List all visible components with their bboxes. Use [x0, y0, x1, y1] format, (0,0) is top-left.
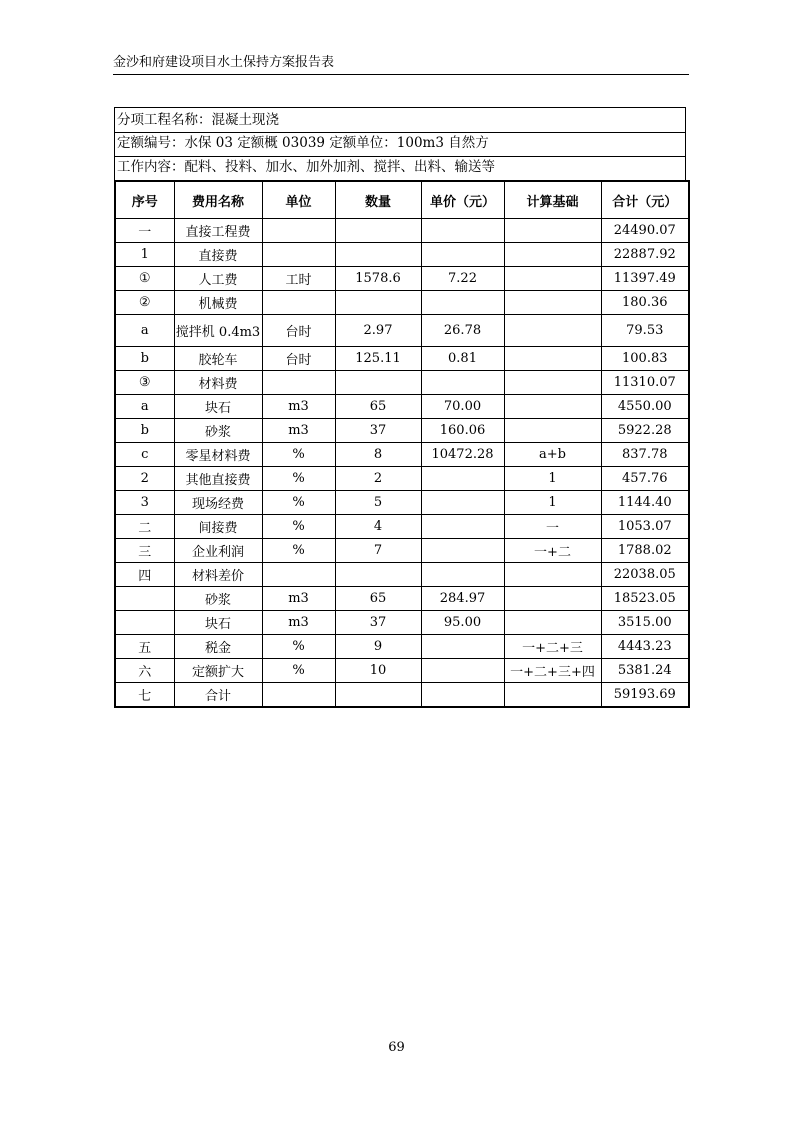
cell-index: a [115, 315, 174, 347]
cell-basis [504, 419, 601, 443]
cell-index: c [115, 443, 174, 467]
table-row [115, 219, 689, 243]
cell-item: 企业利润 [174, 539, 262, 563]
cell-basis [504, 315, 601, 347]
cell-index: 一 [115, 219, 174, 243]
cell-basis [504, 683, 601, 708]
cell-quantity [335, 563, 421, 587]
cell-index: 七 [115, 683, 174, 708]
cell-quantity [335, 291, 421, 315]
cost-table [114, 180, 690, 708]
cell-item: 胶轮车 [174, 347, 262, 371]
cell-total: 100.83 [601, 347, 689, 371]
cell-unit-price [421, 659, 504, 683]
cell-quantity: 4 [335, 515, 421, 539]
cell-basis [504, 611, 601, 635]
cell-item: 材料费 [174, 371, 262, 395]
cell-quantity: 37 [335, 419, 421, 443]
cell-unit-price: 70.00 [421, 395, 504, 419]
cell-unit-price [421, 515, 504, 539]
cell-unit-price [421, 467, 504, 491]
table-row [115, 515, 689, 539]
table-row [115, 563, 689, 587]
cell-quantity [335, 243, 421, 267]
cell-index: a [115, 395, 174, 419]
cell-item: 现场经费 [174, 491, 262, 515]
col-header-quantity: 数量 [335, 181, 421, 219]
page-number: 69 [388, 1040, 405, 1055]
project-name-row: 分项工程名称：混凝土现浇 [114, 107, 686, 133]
cell-basis: a+b [504, 443, 601, 467]
cell-unit: 台时 [262, 315, 335, 347]
cell-item: 定额扩大 [174, 659, 262, 683]
cell-basis [504, 219, 601, 243]
cell-quantity: 37 [335, 611, 421, 635]
cell-item: 其他直接费 [174, 467, 262, 491]
cell-unit-price: 7.22 [421, 267, 504, 291]
cell-item: 搅拌机 0.4m3 [174, 315, 262, 347]
cell-item: 直接费 [174, 243, 262, 267]
cell-total: 22038.05 [601, 563, 689, 587]
cell-item: 人工费 [174, 267, 262, 291]
table-row [115, 611, 689, 635]
cell-unit-price [421, 219, 504, 243]
cell-basis [504, 563, 601, 587]
work-content-row: 工作内容：配料、投料、加水、加外加剂、搅拌、出料、输送等 [114, 156, 686, 181]
table-row [115, 315, 689, 347]
cell-quantity: 2.97 [335, 315, 421, 347]
table-row [115, 371, 689, 395]
cell-quantity [335, 683, 421, 708]
table-row [115, 243, 689, 267]
col-header-index: 序号 [115, 181, 174, 219]
cell-unit [262, 563, 335, 587]
cell-index: b [115, 347, 174, 371]
cell-quantity: 10 [335, 659, 421, 683]
cell-unit [262, 683, 335, 708]
cell-unit [262, 371, 335, 395]
cell-unit: m3 [262, 587, 335, 611]
cell-item: 砂浆 [174, 419, 262, 443]
table-row [115, 347, 689, 371]
cell-quantity: 7 [335, 539, 421, 563]
cell-basis: 1 [504, 491, 601, 515]
cell-unit: m3 [262, 395, 335, 419]
cell-index: 三 [115, 539, 174, 563]
table-row [115, 467, 689, 491]
cell-index: 二 [115, 515, 174, 539]
table-row [115, 659, 689, 683]
col-header-unit-price: 单价（元） [421, 181, 504, 219]
cell-item: 直接工程费 [174, 219, 262, 243]
cell-unit-price [421, 683, 504, 708]
cell-unit-price [421, 371, 504, 395]
cell-unit: % [262, 635, 335, 659]
table-row [115, 635, 689, 659]
cell-unit: m3 [262, 419, 335, 443]
cell-total: 837.78 [601, 443, 689, 467]
col-header-basis: 计算基础 [504, 181, 601, 219]
cell-quantity: 125.11 [335, 347, 421, 371]
cell-quantity: 65 [335, 395, 421, 419]
cell-unit [262, 291, 335, 315]
cell-unit: % [262, 467, 335, 491]
cell-index [115, 587, 174, 611]
cell-unit-price [421, 243, 504, 267]
cell-total: 59193.69 [601, 683, 689, 708]
table-row [115, 683, 689, 708]
cell-basis [504, 395, 601, 419]
cell-index [115, 611, 174, 635]
cell-unit-price: 10472.28 [421, 443, 504, 467]
cell-basis [504, 243, 601, 267]
cell-index: ③ [115, 371, 174, 395]
cell-total: 79.53 [601, 315, 689, 347]
cell-quantity: 65 [335, 587, 421, 611]
table-header-row [115, 181, 689, 219]
cell-total: 1053.07 [601, 515, 689, 539]
cell-index: ① [115, 267, 174, 291]
cell-basis [504, 371, 601, 395]
cell-item: 砂浆 [174, 587, 262, 611]
cell-index: 四 [115, 563, 174, 587]
cell-total: 4443.23 [601, 635, 689, 659]
cell-unit-price: 284.97 [421, 587, 504, 611]
cell-unit-price [421, 291, 504, 315]
cell-index: ② [115, 291, 174, 315]
cell-total: 1788.02 [601, 539, 689, 563]
cell-basis [504, 267, 601, 291]
cell-unit: % [262, 515, 335, 539]
table-row [115, 267, 689, 291]
cell-index: 六 [115, 659, 174, 683]
cell-total: 18523.05 [601, 587, 689, 611]
table-row [115, 419, 689, 443]
cell-total: 1144.40 [601, 491, 689, 515]
cell-total: 5922.28 [601, 419, 689, 443]
cell-item: 零星材料费 [174, 443, 262, 467]
cell-quantity: 2 [335, 467, 421, 491]
cell-unit-price: 26.78 [421, 315, 504, 347]
cell-item: 机械费 [174, 291, 262, 315]
cell-item: 材料差价 [174, 563, 262, 587]
cell-unit-price [421, 635, 504, 659]
col-header-total: 合计（元） [601, 181, 689, 219]
document-header: 金沙和府建设项目水土保持方案报告表 [113, 54, 689, 75]
cell-quantity: 8 [335, 443, 421, 467]
cell-total: 11397.49 [601, 267, 689, 291]
cell-index: 2 [115, 467, 174, 491]
cell-quantity: 9 [335, 635, 421, 659]
table-row [115, 395, 689, 419]
cell-unit-price [421, 563, 504, 587]
cell-basis: 一+二 [504, 539, 601, 563]
table-row [115, 291, 689, 315]
cell-unit-price: 95.00 [421, 611, 504, 635]
cell-total: 22887.92 [601, 243, 689, 267]
cell-unit: 台时 [262, 347, 335, 371]
cell-unit: % [262, 443, 335, 467]
cell-index: 五 [115, 635, 174, 659]
cell-unit: % [262, 659, 335, 683]
cell-unit-price: 0.81 [421, 347, 504, 371]
cell-unit [262, 243, 335, 267]
cell-quantity: 1578.6 [335, 267, 421, 291]
cell-index: b [115, 419, 174, 443]
cell-item: 合计 [174, 683, 262, 708]
cell-unit: % [262, 491, 335, 515]
cell-total: 4550.00 [601, 395, 689, 419]
table-row [115, 491, 689, 515]
cell-total: 3515.00 [601, 611, 689, 635]
cell-unit [262, 219, 335, 243]
col-header-item: 费用名称 [174, 181, 262, 219]
cell-unit-price: 160.06 [421, 419, 504, 443]
cell-basis [504, 347, 601, 371]
cell-unit: % [262, 539, 335, 563]
col-header-unit: 单位 [262, 181, 335, 219]
cell-unit: 工时 [262, 267, 335, 291]
cell-item: 块石 [174, 611, 262, 635]
cell-index: 3 [115, 491, 174, 515]
cell-basis: 一+二+三+四 [504, 659, 601, 683]
cell-basis [504, 291, 601, 315]
cell-basis [504, 587, 601, 611]
cell-item: 块石 [174, 395, 262, 419]
cell-quantity [335, 219, 421, 243]
cell-item: 间接费 [174, 515, 262, 539]
cell-quantity: 5 [335, 491, 421, 515]
cell-total: 457.76 [601, 467, 689, 491]
table-row [115, 587, 689, 611]
cell-unit: m3 [262, 611, 335, 635]
cell-unit-price [421, 491, 504, 515]
table-row [115, 443, 689, 467]
cell-unit-price [421, 539, 504, 563]
cell-total: 180.36 [601, 291, 689, 315]
table-row [115, 539, 689, 563]
cell-total: 11310.07 [601, 371, 689, 395]
cell-quantity [335, 371, 421, 395]
cell-basis: 1 [504, 467, 601, 491]
cell-total: 24490.07 [601, 219, 689, 243]
cell-total: 5381.24 [601, 659, 689, 683]
cell-item: 税金 [174, 635, 262, 659]
cell-basis: 一+二+三 [504, 635, 601, 659]
quota-info-row: 定额编号：水保 03 定额概 03039 定额单位：100m3 自然方 [114, 132, 686, 157]
cell-basis: 一 [504, 515, 601, 539]
cell-index: 1 [115, 243, 174, 267]
